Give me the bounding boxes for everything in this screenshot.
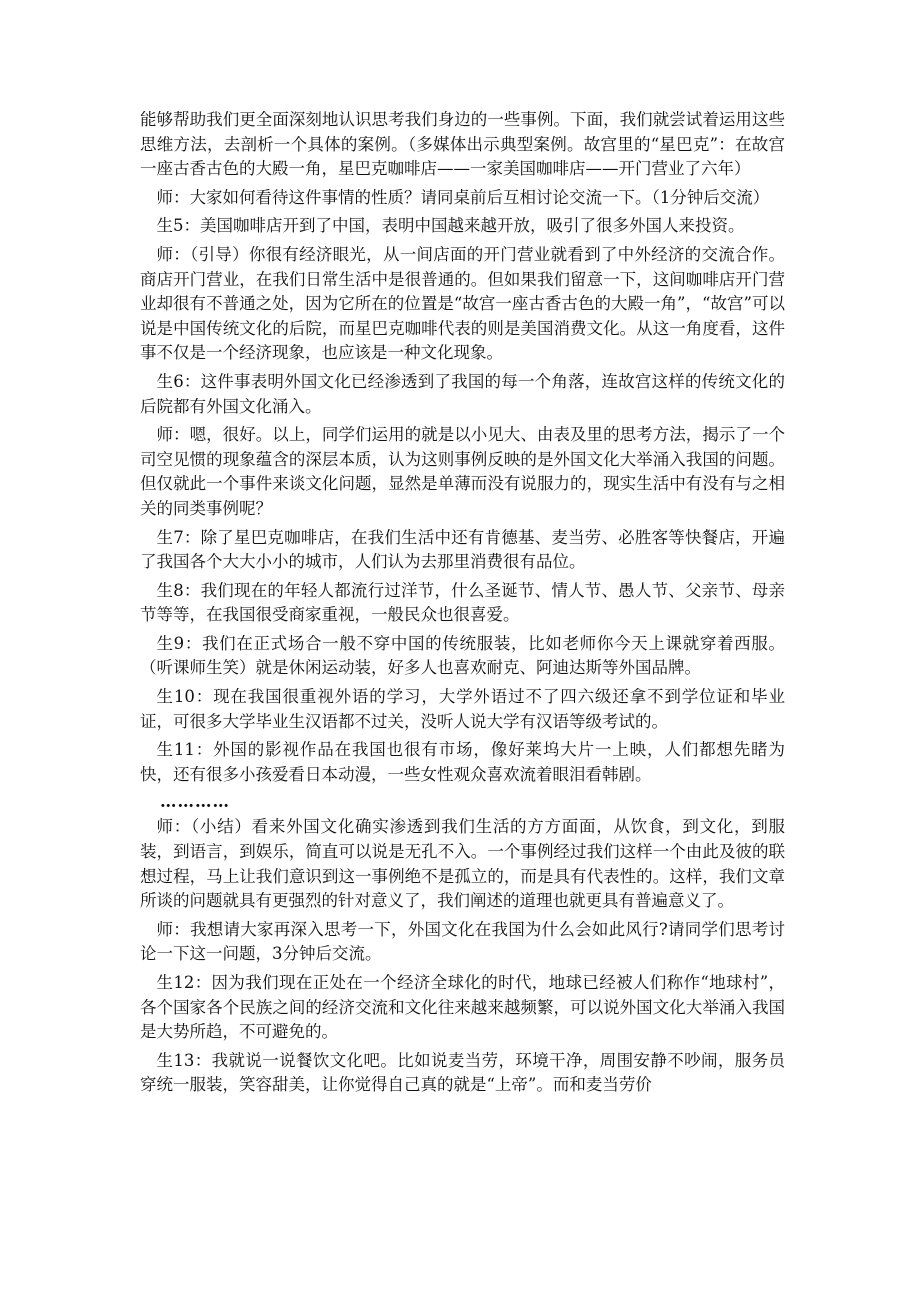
- paragraph-student-7: 生7：除了星巴克咖啡店，在我们生活中还有肯德基、麦当劳、必胜客等快餐店，开遍了我国各个大大小小的城市，人们认为去那里消费很有品位。: [140, 527, 785, 572]
- paragraph-teacher-summary: 师：（小结）看来外国文化确实渗透到我们生活的方方面面，从饮食，到文化，到服装，到语言，到娱乐，简直可以说是无孔不入。一个事例经过我们这样一个由此及彼的联想过程，马上让我们意识到这一事例绝不是孤立的，而是具有代表性的。这样，我们文章所谈的问题就具有更强烈的针对意义了，我们阐述的道理也就更具有普遍意义了。: [140, 817, 785, 911]
- document-page: [140, 108, 785, 1102]
- paragraph-student-6: 生6：这件事表明外国文化已经渗透到了我国的每一个角落，连故宫这样的传统文化的后院都有外国文化涌入。: [140, 371, 785, 416]
- paragraph-student-13: 生13：我就说一说餐饮文化吧。比如说麦当劳，环境干净，周围安静不吵闹，服务员穿统一服装，笑容甜美，让你觉得自己真的就是“上帝”。而和麦当劳价: [140, 1050, 785, 1095]
- paragraph-student-9: 生9：我们在正式场合一般不穿中国的传统服装，比如老师你今天上课就穿着西服。（听课师生笑）就是休闲运动装，好多人也喜欢耐克、阿迪达斯等外国品牌。: [140, 633, 785, 678]
- paragraph-teacher-3: 师：嗯，很好。以上，同学们运用的就是以小见大、由表及里的思考方法，揭示了一个司空见惯的现象蕴含的深层本质，认为这则事例反映的是外国文化大举涌入我国的问题。但仅就此一个事件来谈文化问题，显然是单薄而没有说服力的，现实生活中有没有与之相关的同类事例呢？: [140, 425, 785, 518]
- paragraph-teacher-1: 师：大家如何看待这件事情的性质？请同桌前后互相讨论交流一下。（1分钟后交流）: [156, 187, 770, 207]
- paragraph-student-11: 生11：外国的影视作品在我国也很有市场，像好莱坞大片一上映，人们都想先睹为快，还有很多小孩爱看日本动漫，一些女性观众喜欢流着眼泪看韩剧。: [140, 740, 785, 784]
- paragraph-teacher-4: 师：我想请大家再深入思考一下，外国文化在我国为什么会如此风行?请同学们思考讨论一下这一问题，3分钟后交流。: [140, 919, 785, 964]
- paragraph-student-12: 生12：因为我们现在正处在一个经济全球化的时代，地球已经被人们称作“地球村”，各个国家各个民族之间的经济交流和文化往来越来越频繁，可以说外国文化大举涌入我国是大势所趋，不可避免的。: [140, 973, 785, 1042]
- paragraph-teacher-2: 师：（引导）你很有经济眼光，从一间店面的开门营业就看到了中外经济的交流合作。商店开门营业，在我们日常生活中是很普通的。但如果我们留意一下，这间咖啡店开门营业却很有不普通之处，因为它所在的位置是“故宫一座古香古色的大殿一角”，“故宫”可以说是中国传统文化的后院，而星巴克咖啡代表的则是美国消费文化。从这一角度看，这件事不仅是一个经济现象，也应该是一种文化现象。: [140, 244, 785, 363]
- paragraph-student-8: 生8：我们现在的年轻人都流行过洋节，什么圣诞节、情人节、愚人节、父亲节、母亲节等等，在我国很受商家重视，一般民众也很喜爱。: [140, 580, 785, 625]
- paragraph-intro: 能够帮助我们更全面深刻地认识思考我们身边的一些事例。下面，我们就尝试着运用这些思维方法，去剖析一个具体的案例。（多媒体出示典型案例。故宫里的“星巴克”：在故宫一座古香古色的大殿一角，星巴克咖啡店——一家美国咖啡店——开门营业了六年）: [140, 110, 785, 179]
- paragraph-student-10: 生10：现在我国很重视外语的学习，大学外语过不了四六级还拿不到学位证和毕业证，可很多大学毕业生汉语都不过关，没听人说大学有汉语等级考试的。: [140, 687, 785, 731]
- paragraph-student-5: 生5：美国咖啡店开到了中国，表明中国越来越开放，吸引了很多外国人来投资。: [156, 216, 745, 236]
- ellipsis-separator: …………: [160, 792, 230, 812]
